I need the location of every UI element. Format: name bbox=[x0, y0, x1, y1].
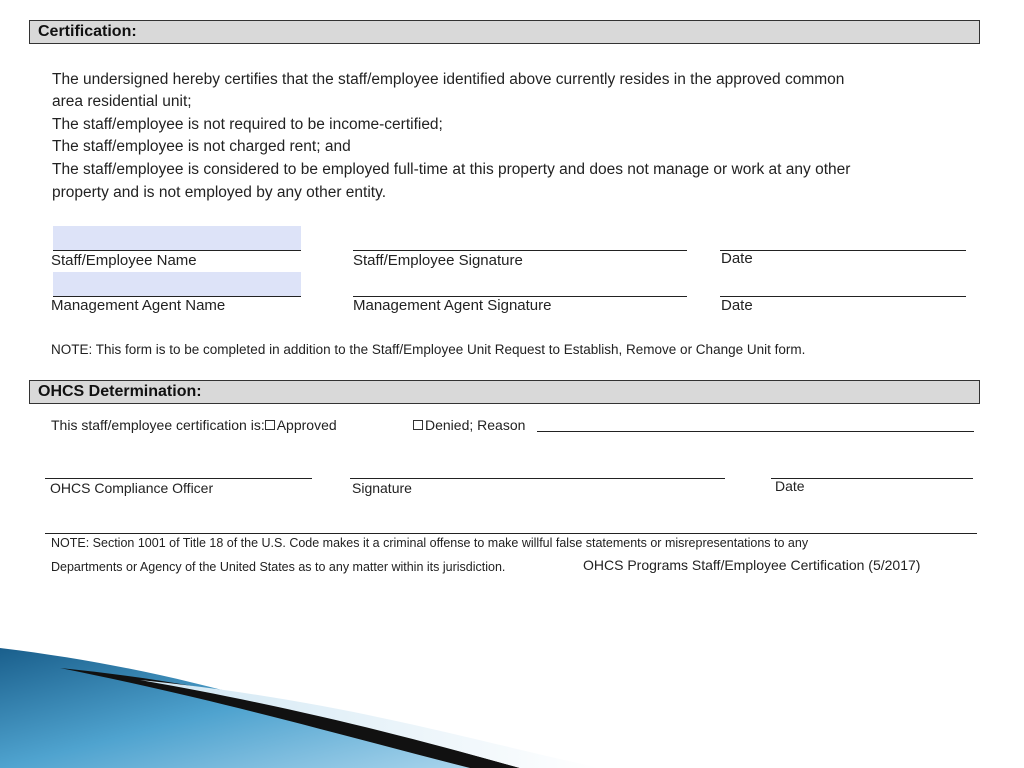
officer-line[interactable] bbox=[45, 478, 312, 479]
certification-text-line-4: The staff/employee is not charged rent; and bbox=[52, 138, 351, 155]
certification-header: Certification: bbox=[29, 20, 980, 44]
agent-date-label: Date bbox=[721, 297, 753, 314]
agent-signature-label: Management Agent Signature bbox=[353, 297, 552, 314]
approved-label: Approved bbox=[276, 417, 337, 433]
denied-checkbox[interactable] bbox=[413, 420, 423, 430]
legal-note-line-2: Departments or Agency of the United States as to any matter within its jurisdiction. bbox=[51, 560, 506, 574]
denied-row bbox=[413, 417, 525, 433]
officer-date-label: Date bbox=[775, 478, 805, 494]
legal-note-line-1: NOTE: Section 1001 of Title 18 of the U.S. Code makes it a criminal offense to make willful false statements or misrepresentations to any bbox=[51, 536, 809, 550]
certification-text-line-1: The undersigned hereby certifies that the staff/employee identified above currently resides in the approved common bbox=[52, 71, 845, 88]
denied-reason-line[interactable] bbox=[537, 431, 974, 432]
form-id: OHCS Programs Staff/Employee Certification (5/2017) bbox=[583, 557, 921, 573]
staff-signature-line[interactable] bbox=[353, 250, 687, 251]
legal-divider bbox=[45, 533, 977, 534]
footer-swoosh-decoration bbox=[0, 640, 1024, 768]
certification-text-line-6: property and is not employed by any other entity. bbox=[52, 184, 387, 201]
staff-name-label: Staff/Employee Name bbox=[51, 252, 197, 269]
determination-row bbox=[51, 417, 337, 433]
staff-signature-label: Staff/Employee Signature bbox=[353, 252, 523, 269]
officer-label: OHCS Compliance Officer bbox=[50, 480, 214, 496]
determination-prefix: This staff/employee certification is: bbox=[51, 417, 265, 433]
agent-date-line[interactable] bbox=[720, 296, 966, 297]
officer-signature-line[interactable] bbox=[350, 478, 725, 479]
agent-name-input[interactable] bbox=[53, 272, 301, 297]
officer-signature-label: Signature bbox=[352, 480, 412, 496]
approved-checkbox[interactable] bbox=[265, 420, 275, 430]
staff-date-line[interactable] bbox=[720, 250, 966, 251]
certification-text-line-3: The staff/employee is not required to be income-certified; bbox=[52, 116, 443, 133]
staff-date-label: Date bbox=[721, 250, 753, 267]
ohcs-determination-header: OHCS Determination: bbox=[29, 380, 980, 404]
agent-name-label: Management Agent Name bbox=[51, 297, 226, 314]
form-note: NOTE: This form is to be completed in addition to the Staff/Employee Unit Request to Establish, Remove or Change Unit form. bbox=[51, 342, 806, 357]
denied-label: Denied; Reason bbox=[425, 417, 526, 433]
staff-name-input[interactable] bbox=[53, 226, 301, 251]
certification-text-line-2: area residential unit; bbox=[52, 93, 192, 110]
certification-text-line-5: The staff/employee is considered to be employed full-time at this property and does not manage or work at any other bbox=[52, 161, 851, 178]
